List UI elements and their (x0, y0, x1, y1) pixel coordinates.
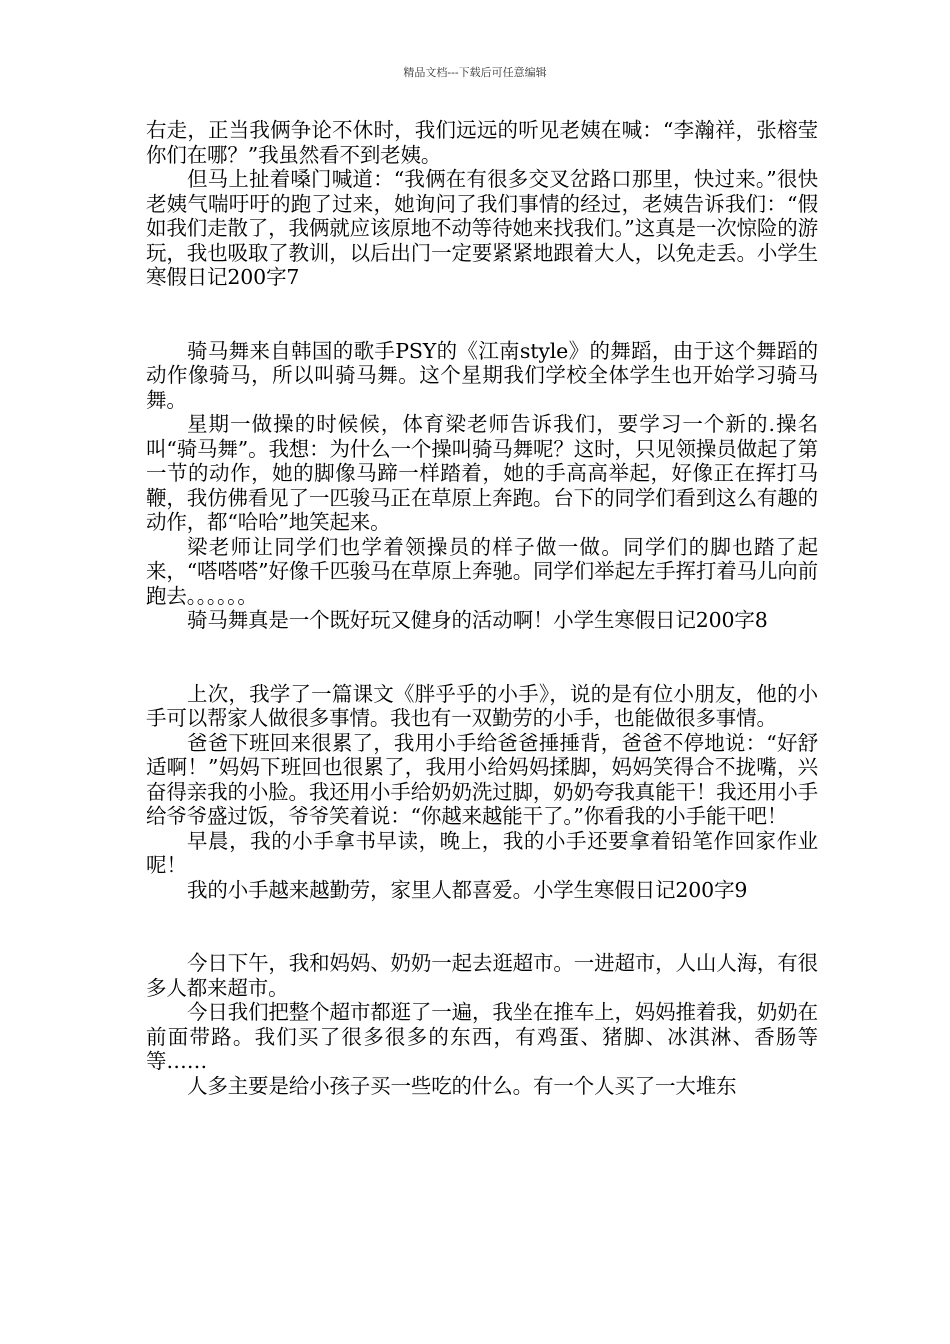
paragraph: 梁老师让同学们也学着领操员的样子做一做。同学们的脚也踏了起来，“嗒嗒嗒”好像千匹骏马在草原上奔驰。同学们举起左手挥打着马儿向前跑去。。。。。。 (146, 534, 818, 608)
paragraph: 爸爸下班回来很累了，我用小手给爸爸捶捶背，爸爸不停地说：“好舒适啊！”妈妈下班回也很累了，我用小给妈妈揉脚，妈妈笑得合不拢嘴，兴奋得亲我的小脸。我还用小手给奶奶洗过脚，奶奶夸我真能干！我还用小手给爷爷盛过饭，爷爷笑着说：“你越来越能干了。”你看我的小手能干吧！ (146, 730, 818, 828)
paragraph: 星期一做操的时候候，体育梁老师告诉我们，要学习一个新的.操名叫“骑马舞”。我想：为什么一个操叫骑马舞呢？这时，只见领操员做起了第一节的动作，她的脚像马蹄一样踏着，她的手高高举起，好像正在挥打马鞭，我仿佛看见了一匹骏马正在草原上奔跑。台下的同学们看到这么有趣的动作，都“哈哈”地笑起来。 (146, 412, 818, 534)
paragraph: 今日下午，我和妈妈、奶奶一起去逛超市。一进超市，人山人海，有很多人都来超市。 (146, 951, 818, 1000)
paragraph: 我的小手越来越勤劳，家里人都喜爱。小学生寒假日记200字9 (187, 877, 748, 902)
paragraph: 骑马舞来自韩国的歌手PSY的《江南style》的舞蹈，由于这个舞蹈的动作像骑马，所以叫骑马舞。这个星期我们学校全体学生也开始学习骑马舞。 (146, 338, 818, 412)
paragraph: 骑马舞真是一个既好玩又健身的活动啊！小学生寒假日记200字8 (187, 608, 768, 632)
paragraph: 早晨，我的小手拿书早读，晚上，我的小手还要拿着铅笔作回家作业呢！ (146, 828, 818, 877)
section-gap (146, 633, 818, 682)
section-gap (146, 902, 818, 951)
paragraph: 上次，我学了一篇课文《胖乎乎的小手》，说的是有位小朋友，他的小手可以帮家人做很多事情。我也有一双勤劳的小手，也能做很多事情。 (146, 681, 818, 730)
paragraph: 但马上扯着嗓门喊道：“我俩在有很多交叉岔路口那里，快过来。”很快老姨气喘吁吁的跑了过来，她询问了我们事情的经过，老姨告诉我们：“假如我们走散了，我俩就应该原地不动等待她来找我们。”这真是一次惊险的游玩，我也吸取了教训，以后出门一定要紧紧地跟着大人，以免走丢。小学生寒假日记200字7 (146, 167, 818, 289)
document-body (146, 118, 818, 1098)
paragraph: 今日我们把整个超市都逛了一遍，我坐在推车上，妈妈推着我，奶奶在前面带路。我们买了很多很多的东西，有鸡蛋、猪脚、冰淇淋、香肠等等…… (146, 1000, 818, 1073)
paragraph: 人多主要是给小孩子买一些吃的什么。有一个人买了一大堆东 (187, 1073, 737, 1098)
page-header: 精品文档---下载后可任意编辑 (403, 66, 547, 79)
section-gap (146, 290, 818, 339)
paragraph: 右走，正当我俩争论不休时，我们远远的听见老姨在喊：“李瀚祥，张榕莹你们在哪？”我虽然看不到老姨。 (146, 118, 818, 167)
